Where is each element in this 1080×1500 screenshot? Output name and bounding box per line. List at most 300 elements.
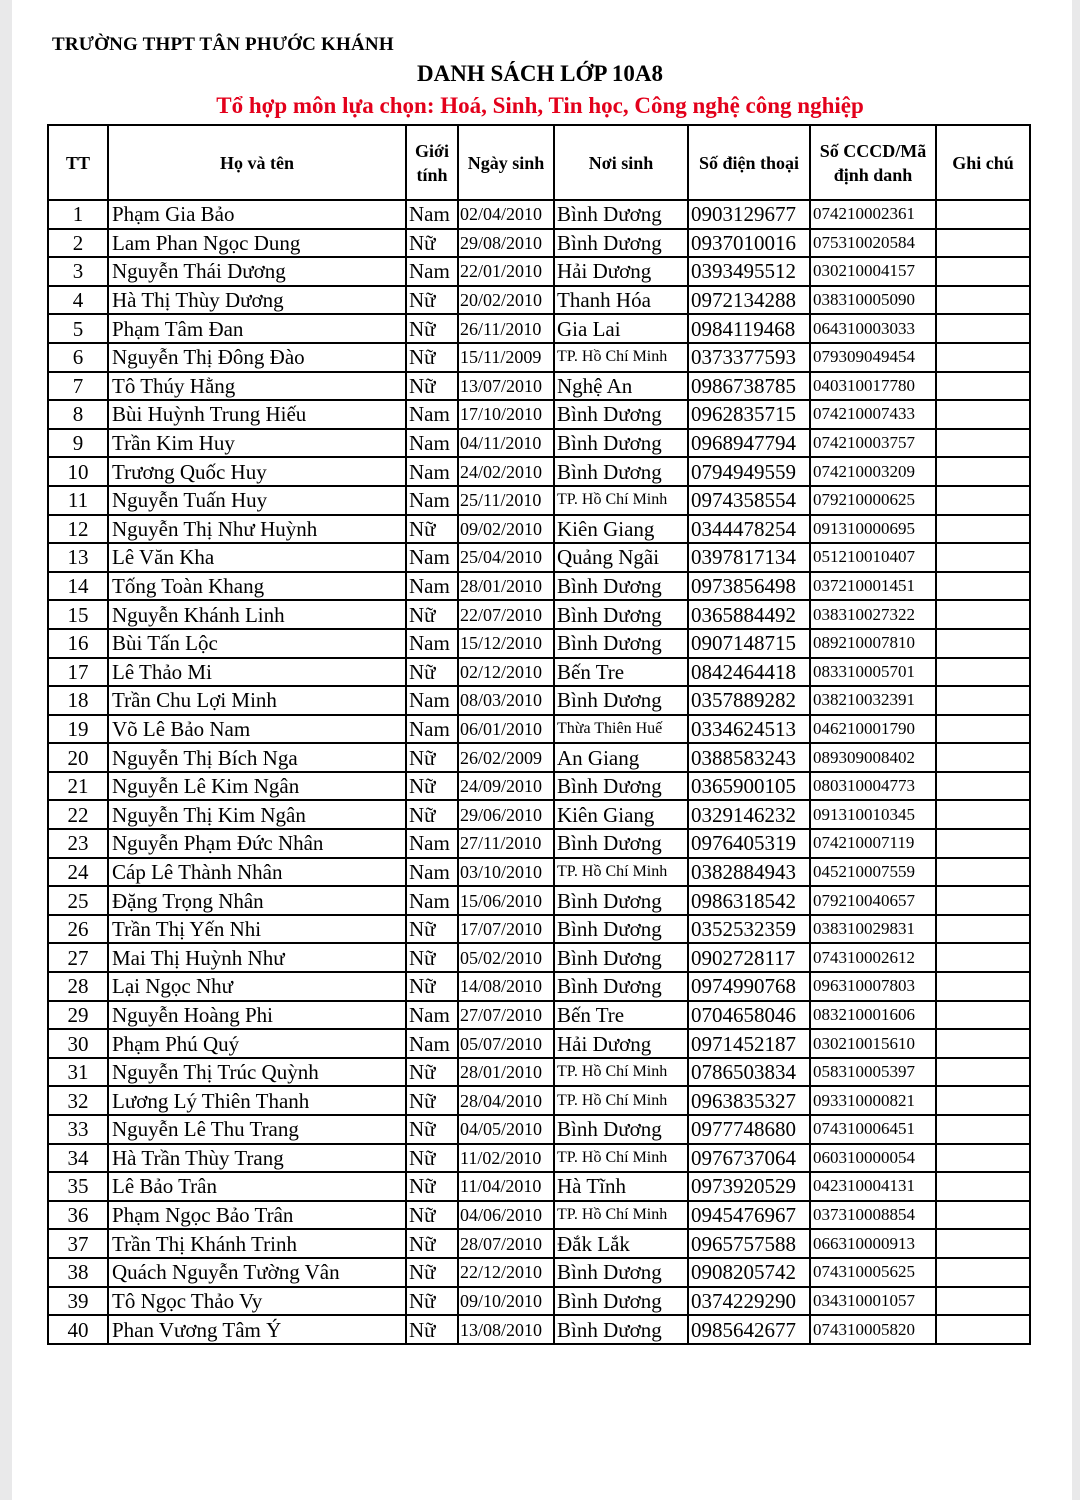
phone-number-cell: 0968947794	[688, 429, 810, 458]
row-number-cell: 36	[48, 1201, 108, 1230]
id-number-cell: 046210001790	[810, 715, 936, 744]
id-number-cell: 075310020584	[810, 229, 936, 258]
row-number-cell: 39	[48, 1287, 108, 1316]
table-row	[48, 372, 1030, 401]
student-name-cell: Nguyễn Khánh Linh	[108, 600, 406, 629]
gender-cell: Nam	[406, 715, 458, 744]
id-number-cell: 058310005397	[810, 1058, 936, 1087]
gender-cell: Nữ	[406, 943, 458, 972]
row-number-cell: 11	[48, 486, 108, 515]
student-name-cell: Lê Thảo Mi	[108, 658, 406, 687]
id-number-cell: 091310010345	[810, 800, 936, 829]
row-number-cell: 30	[48, 1029, 108, 1058]
phone-number-cell: 0907148715	[688, 629, 810, 658]
header-dob: Ngày sinh	[458, 125, 554, 200]
id-number-cell: 038310005090	[810, 286, 936, 315]
date-of-birth-cell: 13/08/2010	[458, 1315, 554, 1344]
phone-number-cell: 0973920529	[688, 1172, 810, 1201]
note-cell	[936, 1029, 1030, 1058]
note-cell	[936, 1315, 1030, 1344]
header-gender: Giới tính	[406, 125, 458, 200]
id-number-cell: 083210001606	[810, 1001, 936, 1030]
note-cell	[936, 257, 1030, 286]
date-of-birth-cell: 15/11/2009	[458, 343, 554, 372]
gender-cell: Nữ	[406, 1172, 458, 1201]
table-body	[48, 200, 1030, 1344]
table-row	[48, 229, 1030, 258]
student-name-cell: Cáp Lê Thành Nhân	[108, 858, 406, 887]
row-number-cell: 4	[48, 286, 108, 315]
gender-cell: Nam	[406, 257, 458, 286]
table-row	[48, 457, 1030, 486]
id-number-cell: 091310000695	[810, 515, 936, 544]
id-number-cell: 045210007559	[810, 858, 936, 887]
id-number-cell: 074210003209	[810, 457, 936, 486]
id-number-cell: 074310005625	[810, 1258, 936, 1287]
id-number-cell: 074210007119	[810, 829, 936, 858]
gender-cell: Nam	[406, 486, 458, 515]
id-number-cell: 038310027322	[810, 600, 936, 629]
date-of-birth-cell: 29/06/2010	[458, 800, 554, 829]
date-of-birth-cell: 29/08/2010	[458, 229, 554, 258]
table-row	[48, 1029, 1030, 1058]
table-row	[48, 429, 1030, 458]
student-name-cell: Trần Kim Huy	[108, 429, 406, 458]
note-cell	[936, 915, 1030, 944]
place-of-birth-cell: Đắk Lắk	[554, 1229, 688, 1258]
date-of-birth-cell: 24/09/2010	[458, 772, 554, 801]
page-subtitle: Tổ hợp môn lựa chọn: Hoá, Sinh, Tin học, Công nghệ công nghiệp	[216, 93, 864, 118]
note-cell	[936, 200, 1030, 229]
row-number-cell: 9	[48, 429, 108, 458]
student-name-cell: Phạm Gia Bảo	[108, 200, 406, 229]
date-of-birth-cell: 25/04/2010	[458, 543, 554, 572]
gender-cell: Nữ	[406, 515, 458, 544]
note-cell	[936, 486, 1030, 515]
note-cell	[936, 286, 1030, 315]
phone-number-cell: 0986318542	[688, 886, 810, 915]
table-row	[48, 1258, 1030, 1287]
student-name-cell: Phạm Ngọc Bảo Trân	[108, 1201, 406, 1230]
student-name-cell: Trần Thị Yến Nhi	[108, 915, 406, 944]
gender-cell: Nữ	[406, 1086, 458, 1115]
table-row	[48, 543, 1030, 572]
student-name-cell: Tô Ngọc Thảo Vy	[108, 1287, 406, 1316]
gender-cell: Nữ	[406, 915, 458, 944]
student-name-cell: Nguyễn Tuấn Huy	[108, 486, 406, 515]
place-of-birth-cell: TP. Hồ Chí Minh	[554, 1058, 688, 1087]
table-row	[48, 1058, 1030, 1087]
place-of-birth-cell: Bình Dương	[554, 943, 688, 972]
phone-number-cell: 0374229290	[688, 1287, 810, 1316]
phone-number-cell: 0902728117	[688, 943, 810, 972]
place-of-birth-cell: Bình Dương	[554, 886, 688, 915]
place-of-birth-cell: Bình Dương	[554, 600, 688, 629]
student-name-cell: Đặng Trọng Nhân	[108, 886, 406, 915]
note-cell	[936, 1086, 1030, 1115]
note-cell	[936, 1115, 1030, 1144]
phone-number-cell: 0971452187	[688, 1029, 810, 1058]
row-number-cell: 35	[48, 1172, 108, 1201]
table-row	[48, 743, 1030, 772]
student-name-cell: Lam Phan Ngọc Dung	[108, 229, 406, 258]
id-number-cell: 083310005701	[810, 658, 936, 687]
row-number-cell: 29	[48, 1001, 108, 1030]
header-phone: Số điện thoại	[688, 125, 810, 200]
date-of-birth-cell: 15/06/2010	[458, 886, 554, 915]
note-cell	[936, 686, 1030, 715]
gender-cell: Nữ	[406, 1258, 458, 1287]
gender-cell: Nữ	[406, 1144, 458, 1173]
row-number-cell: 22	[48, 800, 108, 829]
student-name-cell: Tống Toàn Khang	[108, 572, 406, 601]
student-name-cell: Hà Thị Thùy Dương	[108, 286, 406, 315]
student-name-cell: Phan Vương Tâm Ý	[108, 1315, 406, 1344]
student-name-cell: Bùi Tấn Lộc	[108, 629, 406, 658]
row-number-cell: 21	[48, 772, 108, 801]
row-number-cell: 17	[48, 658, 108, 687]
table-row	[48, 600, 1030, 629]
date-of-birth-cell: 26/02/2009	[458, 743, 554, 772]
place-of-birth-cell: An Giang	[554, 743, 688, 772]
date-of-birth-cell: 28/04/2010	[458, 1086, 554, 1115]
note-cell	[936, 1287, 1030, 1316]
note-cell	[936, 1144, 1030, 1173]
student-name-cell: Bùi Huỳnh Trung Hiếu	[108, 400, 406, 429]
place-of-birth-cell: TP. Hồ Chí Minh	[554, 1144, 688, 1173]
place-of-birth-cell: Bình Dương	[554, 200, 688, 229]
place-of-birth-cell: Bình Dương	[554, 1287, 688, 1316]
place-of-birth-cell: Bình Dương	[554, 629, 688, 658]
gender-cell: Nữ	[406, 1287, 458, 1316]
place-of-birth-cell: Bình Dương	[554, 457, 688, 486]
note-cell	[936, 629, 1030, 658]
gender-cell: Nam	[406, 829, 458, 858]
id-number-cell: 096310007803	[810, 972, 936, 1001]
date-of-birth-cell: 04/06/2010	[458, 1201, 554, 1230]
row-number-cell: 2	[48, 229, 108, 258]
id-number-cell: 074210002361	[810, 200, 936, 229]
phone-number-cell: 0972134288	[688, 286, 810, 315]
school-name: TRƯỜNG THPT TÂN PHƯỚC KHÁNH	[52, 34, 394, 55]
phone-number-cell: 0397817134	[688, 543, 810, 572]
place-of-birth-cell: Gia Lai	[554, 314, 688, 343]
table-row	[48, 314, 1030, 343]
id-number-cell: 051210010407	[810, 543, 936, 572]
place-of-birth-cell: Bình Dương	[554, 429, 688, 458]
gender-cell: Nam	[406, 400, 458, 429]
phone-number-cell: 0373377593	[688, 343, 810, 372]
place-of-birth-cell: Bình Dương	[554, 1315, 688, 1344]
page-title: DANH SÁCH LỚP 10A8	[417, 61, 663, 86]
table-header-row	[48, 125, 1030, 200]
note-cell	[936, 372, 1030, 401]
student-name-cell: Phạm Phú Quý	[108, 1029, 406, 1058]
date-of-birth-cell: 27/11/2010	[458, 829, 554, 858]
gender-cell: Nữ	[406, 743, 458, 772]
id-number-cell: 064310003033	[810, 314, 936, 343]
note-cell	[936, 429, 1030, 458]
id-number-cell: 089210007810	[810, 629, 936, 658]
date-of-birth-cell: 04/11/2010	[458, 429, 554, 458]
date-of-birth-cell: 02/04/2010	[458, 200, 554, 229]
table-row	[48, 915, 1030, 944]
note-cell	[936, 829, 1030, 858]
place-of-birth-cell: Kiên Giang	[554, 800, 688, 829]
phone-number-cell: 0388583243	[688, 743, 810, 772]
date-of-birth-cell: 24/02/2010	[458, 457, 554, 486]
student-name-cell: Nguyễn Thị Bích Nga	[108, 743, 406, 772]
student-name-cell: Nguyễn Hoàng Phi	[108, 1001, 406, 1030]
phone-number-cell: 0945476967	[688, 1201, 810, 1230]
place-of-birth-cell: TP. Hồ Chí Minh	[554, 858, 688, 887]
student-name-cell: Nguyễn Lê Thu Trang	[108, 1115, 406, 1144]
student-name-cell: Trần Chu Lợi Minh	[108, 686, 406, 715]
date-of-birth-cell: 27/07/2010	[458, 1001, 554, 1030]
note-cell	[936, 772, 1030, 801]
id-number-cell: 037210001451	[810, 572, 936, 601]
row-number-cell: 6	[48, 343, 108, 372]
id-number-cell: 074210003757	[810, 429, 936, 458]
row-number-cell: 16	[48, 629, 108, 658]
note-cell	[936, 715, 1030, 744]
row-number-cell: 5	[48, 314, 108, 343]
gender-cell: Nam	[406, 572, 458, 601]
phone-number-cell: 0962835715	[688, 400, 810, 429]
gender-cell: Nam	[406, 686, 458, 715]
table-row	[48, 257, 1030, 286]
row-number-cell: 33	[48, 1115, 108, 1144]
date-of-birth-cell: 28/01/2010	[458, 1058, 554, 1087]
student-name-cell: Mai Thị Huỳnh Như	[108, 943, 406, 972]
row-number-cell: 25	[48, 886, 108, 915]
note-cell	[936, 972, 1030, 1001]
row-number-cell: 12	[48, 515, 108, 544]
id-number-cell: 079309049454	[810, 343, 936, 372]
date-of-birth-cell: 11/02/2010	[458, 1144, 554, 1173]
date-of-birth-cell: 13/07/2010	[458, 372, 554, 401]
class-list-table	[47, 124, 1031, 1345]
note-cell	[936, 800, 1030, 829]
student-name-cell: Lê Bảo Trân	[108, 1172, 406, 1201]
id-number-cell: 093310000821	[810, 1086, 936, 1115]
table-row	[48, 858, 1030, 887]
row-number-cell: 26	[48, 915, 108, 944]
phone-number-cell: 0786503834	[688, 1058, 810, 1087]
place-of-birth-cell: Bình Dương	[554, 686, 688, 715]
note-cell	[936, 229, 1030, 258]
id-number-cell: 074310002612	[810, 943, 936, 972]
gender-cell: Nữ	[406, 229, 458, 258]
date-of-birth-cell: 22/01/2010	[458, 257, 554, 286]
header-note: Ghi chú	[936, 125, 1030, 200]
gender-cell: Nữ	[406, 1201, 458, 1230]
table-row	[48, 972, 1030, 1001]
phone-number-cell: 0908205742	[688, 1258, 810, 1287]
note-cell	[936, 1058, 1030, 1087]
gender-cell: Nữ	[406, 372, 458, 401]
place-of-birth-cell: Thừa Thiên Huế	[554, 715, 688, 744]
id-number-cell: 066310000913	[810, 1229, 936, 1258]
table-row	[48, 658, 1030, 687]
id-number-cell: 074310006451	[810, 1115, 936, 1144]
gender-cell: Nữ	[406, 314, 458, 343]
student-name-cell: Nguyễn Lê Kim Ngân	[108, 772, 406, 801]
phone-number-cell: 0352532359	[688, 915, 810, 944]
place-of-birth-cell: TP. Hồ Chí Minh	[554, 486, 688, 515]
note-cell	[936, 858, 1030, 887]
date-of-birth-cell: 09/02/2010	[458, 515, 554, 544]
phone-number-cell: 0329146232	[688, 800, 810, 829]
table-row	[48, 515, 1030, 544]
table-row	[48, 1115, 1030, 1144]
gender-cell: Nữ	[406, 1315, 458, 1344]
gender-cell: Nữ	[406, 658, 458, 687]
phone-number-cell: 0974358554	[688, 486, 810, 515]
place-of-birth-cell: Bình Dương	[554, 400, 688, 429]
place-of-birth-cell: Bình Dương	[554, 972, 688, 1001]
place-of-birth-cell: Bình Dương	[554, 229, 688, 258]
date-of-birth-cell: 02/12/2010	[458, 658, 554, 687]
id-number-cell: 038310029831	[810, 915, 936, 944]
header-tt: TT	[48, 125, 108, 200]
id-number-cell: 030210004157	[810, 257, 936, 286]
row-number-cell: 27	[48, 943, 108, 972]
phone-number-cell: 0984119468	[688, 314, 810, 343]
row-number-cell: 24	[48, 858, 108, 887]
place-of-birth-cell: TP. Hồ Chí Minh	[554, 1201, 688, 1230]
row-number-cell: 38	[48, 1258, 108, 1287]
phone-number-cell: 0937010016	[688, 229, 810, 258]
phone-number-cell: 0977748680	[688, 1115, 810, 1144]
phone-number-cell: 0976405319	[688, 829, 810, 858]
id-number-cell: 030210015610	[810, 1029, 936, 1058]
phone-number-cell: 0334624513	[688, 715, 810, 744]
phone-number-cell: 0976737064	[688, 1144, 810, 1173]
row-number-cell: 19	[48, 715, 108, 744]
date-of-birth-cell: 04/05/2010	[458, 1115, 554, 1144]
place-of-birth-cell: Bình Dương	[554, 572, 688, 601]
note-cell	[936, 1172, 1030, 1201]
note-cell	[936, 1001, 1030, 1030]
phone-number-cell: 0794949559	[688, 457, 810, 486]
id-number-cell: 089309008402	[810, 743, 936, 772]
place-of-birth-cell: Kiên Giang	[554, 515, 688, 544]
table-row	[48, 629, 1030, 658]
place-of-birth-cell: Bình Dương	[554, 772, 688, 801]
date-of-birth-cell: 28/01/2010	[458, 572, 554, 601]
table-row	[48, 686, 1030, 715]
row-number-cell: 37	[48, 1229, 108, 1258]
phone-number-cell: 0973856498	[688, 572, 810, 601]
row-number-cell: 14	[48, 572, 108, 601]
place-of-birth-cell: Bình Dương	[554, 1258, 688, 1287]
date-of-birth-cell: 06/01/2010	[458, 715, 554, 744]
table-row	[48, 286, 1030, 315]
row-number-cell: 1	[48, 200, 108, 229]
student-name-cell: Quách Nguyễn Tường Vân	[108, 1258, 406, 1287]
table-row	[48, 572, 1030, 601]
gender-cell: Nam	[406, 200, 458, 229]
id-number-cell: 040310017780	[810, 372, 936, 401]
row-number-cell: 3	[48, 257, 108, 286]
id-number-cell: 074210007433	[810, 400, 936, 429]
gender-cell: Nữ	[406, 772, 458, 801]
student-name-cell: Nguyễn Thị Đông Đào	[108, 343, 406, 372]
note-cell	[936, 1201, 1030, 1230]
student-name-cell: Nguyễn Thị Như Huỳnh	[108, 515, 406, 544]
table-row	[48, 715, 1030, 744]
date-of-birth-cell: 14/08/2010	[458, 972, 554, 1001]
gender-cell: Nam	[406, 457, 458, 486]
student-name-cell: Lương Lý Thiên Thanh	[108, 1086, 406, 1115]
student-name-cell: Tô Thúy Hằng	[108, 372, 406, 401]
id-number-cell: 079210000625	[810, 486, 936, 515]
date-of-birth-cell: 26/11/2010	[458, 314, 554, 343]
gender-cell: Nữ	[406, 1115, 458, 1144]
date-of-birth-cell: 05/02/2010	[458, 943, 554, 972]
row-number-cell: 32	[48, 1086, 108, 1115]
student-name-cell: Nguyễn Phạm Đức Nhân	[108, 829, 406, 858]
table-row	[48, 1315, 1030, 1344]
note-cell	[936, 457, 1030, 486]
id-number-cell: 060310000054	[810, 1144, 936, 1173]
row-number-cell: 28	[48, 972, 108, 1001]
phone-number-cell: 0985642677	[688, 1315, 810, 1344]
phone-number-cell: 0986738785	[688, 372, 810, 401]
row-number-cell: 18	[48, 686, 108, 715]
student-name-cell: Trần Thị Khánh Trinh	[108, 1229, 406, 1258]
date-of-birth-cell: 22/07/2010	[458, 600, 554, 629]
note-cell	[936, 343, 1030, 372]
id-number-cell: 080310004773	[810, 772, 936, 801]
place-of-birth-cell: Thanh Hóa	[554, 286, 688, 315]
phone-number-cell: 0357889282	[688, 686, 810, 715]
phone-number-cell: 0963835327	[688, 1086, 810, 1115]
gender-cell: Nữ	[406, 972, 458, 1001]
header-place: Nơi sinh	[554, 125, 688, 200]
place-of-birth-cell: Hải Dương	[554, 257, 688, 286]
student-name-cell: Nguyễn Thị Kim Ngân	[108, 800, 406, 829]
id-number-cell: 074310005820	[810, 1315, 936, 1344]
date-of-birth-cell: 17/10/2010	[458, 400, 554, 429]
header-id: Số CCCD/Mã định danh	[810, 125, 936, 200]
phone-number-cell: 0903129677	[688, 200, 810, 229]
row-number-cell: 10	[48, 457, 108, 486]
date-of-birth-cell: 17/07/2010	[458, 915, 554, 944]
table-row	[48, 1201, 1030, 1230]
header-name: Họ và tên	[108, 125, 406, 200]
note-cell	[936, 1258, 1030, 1287]
gender-cell: Nam	[406, 1029, 458, 1058]
place-of-birth-cell: TP. Hồ Chí Minh	[554, 1086, 688, 1115]
table-row	[48, 772, 1030, 801]
phone-number-cell: 0965757588	[688, 1229, 810, 1258]
id-number-cell: 079210040657	[810, 886, 936, 915]
note-cell	[936, 572, 1030, 601]
student-name-cell: Hà Trần Thùy Trang	[108, 1144, 406, 1173]
row-number-cell: 34	[48, 1144, 108, 1173]
table-row	[48, 943, 1030, 972]
note-cell	[936, 658, 1030, 687]
student-name-cell: Trương Quốc Huy	[108, 457, 406, 486]
place-of-birth-cell: Bình Dương	[554, 829, 688, 858]
place-of-birth-cell: Quảng Ngãi	[554, 543, 688, 572]
place-of-birth-cell: Nghệ An	[554, 372, 688, 401]
gender-cell: Nam	[406, 429, 458, 458]
place-of-birth-cell: Hải Dương	[554, 1029, 688, 1058]
table-row	[48, 1144, 1030, 1173]
